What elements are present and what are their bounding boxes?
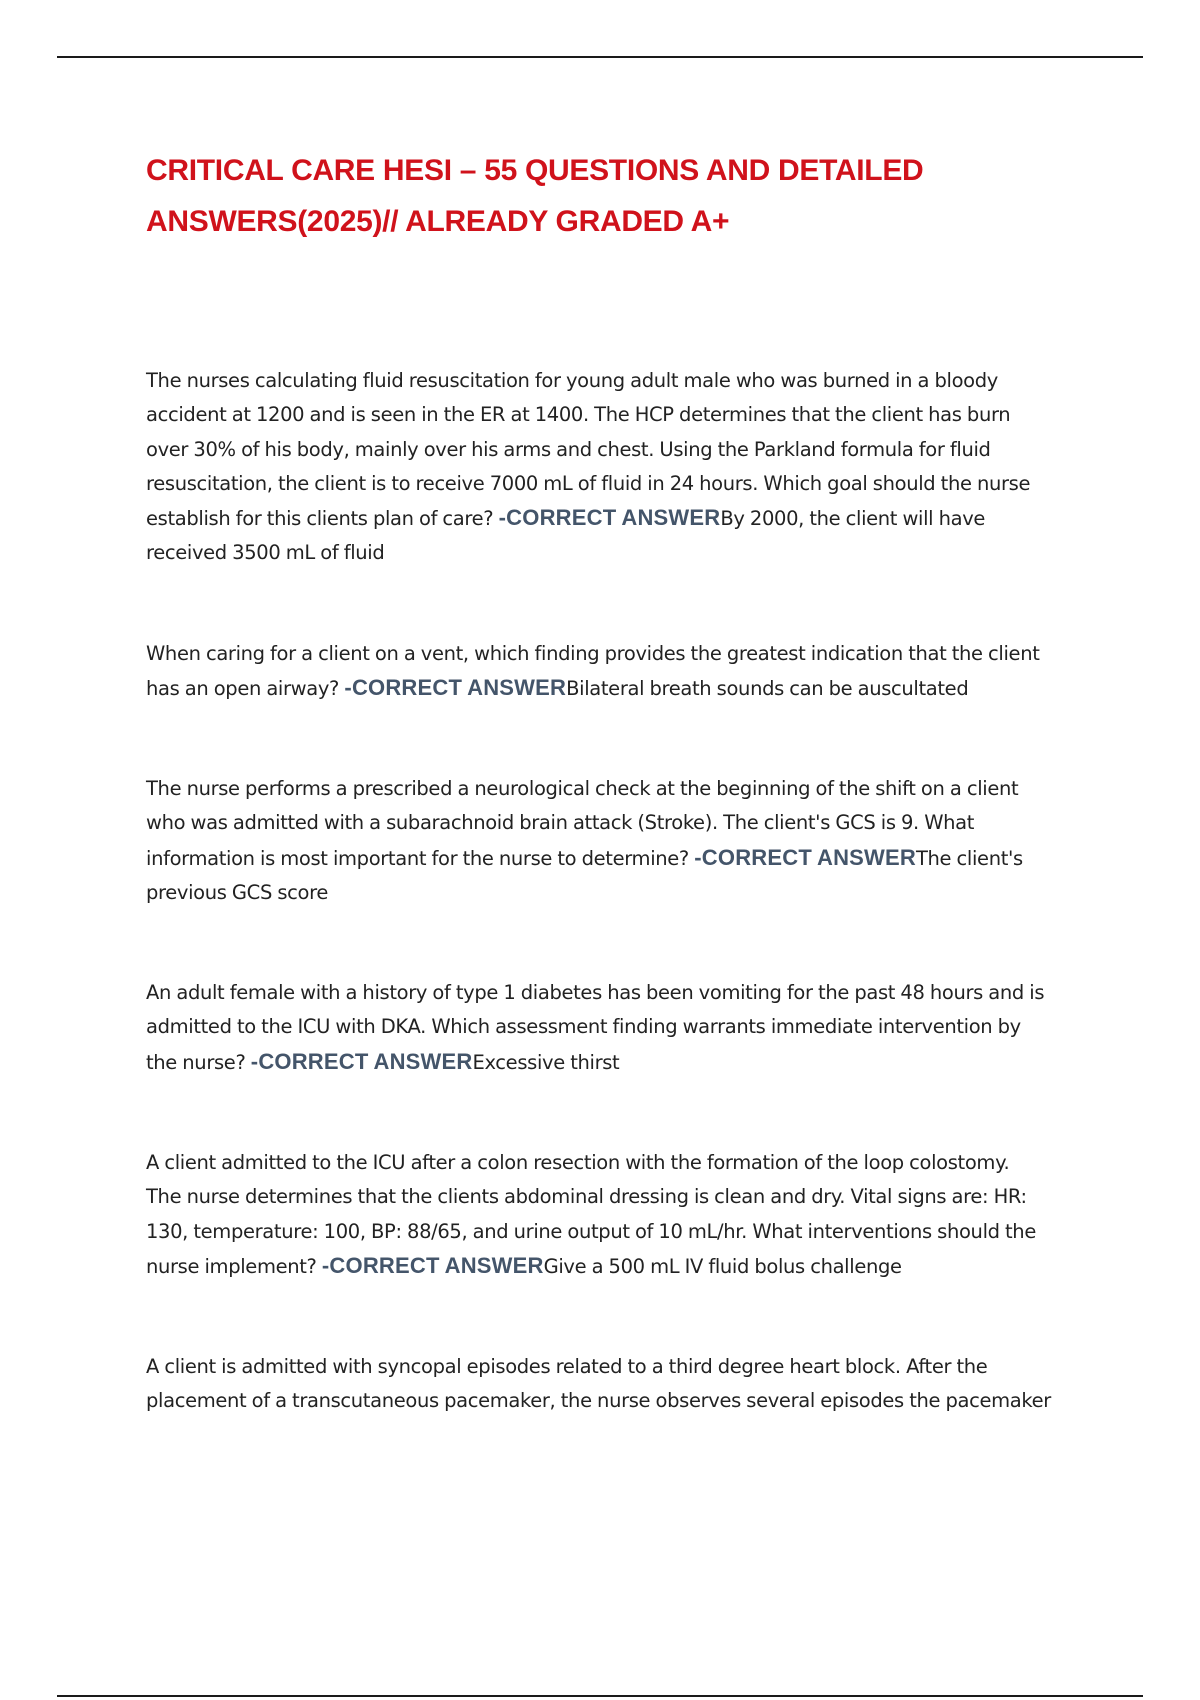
question-line: The nurse performs a prescribed a neurological check at the beginning of the shift on a client: [146, 777, 1019, 800]
correct-answer-label: -CORRECT ANSWER: [344, 675, 567, 701]
question-text: information is most important for the nurse to determine?: [146, 846, 695, 870]
question-answer-line: [146, 1045, 1086, 1080]
question-text: nurse implement?: [146, 1254, 322, 1278]
correct-answer-label: -CORRECT ANSWER: [250, 1048, 473, 1074]
question-line: A client admitted to the ICU after a colon resection with the formation of the loop colostomy.: [146, 1151, 1010, 1174]
qa-item-2: [146, 637, 1086, 707]
title-line-2: ANSWERS(2025)// ALREADY GRADED A+: [146, 205, 730, 238]
question-text: establish for this clients plan of care?: [146, 507, 499, 531]
qa-item-1: [146, 364, 1086, 571]
correct-answer-label: -CORRECT ANSWER: [694, 844, 916, 870]
qa-item-6: [146, 1350, 1086, 1419]
question-line: A client is admitted with syncopal episodes related to a third degree heart block. After the: [146, 1355, 988, 1378]
question-line: 130, temperature: 100, BP: 88/65, and urine output of 10 mL/hr. What interventions should the: [146, 1219, 1036, 1243]
question-line: resuscitation, the client is to receive 7000 mL of fluid in 24 hours. Which goal should the nurse: [146, 471, 1031, 495]
answer-text: Bilateral breath sounds can be auscultated: [566, 677, 969, 701]
qa-item-4: [146, 976, 1086, 1080]
answer-continuation: received 3500 mL of fluid: [146, 541, 385, 565]
question-line: over 30% of his body, mainly over his arms and chest. Using the Parkland formula for fluid: [146, 437, 991, 461]
question-answer-line: [146, 841, 1086, 876]
question-text: the nurse?: [146, 1050, 251, 1074]
top-divider-rule: [57, 56, 1143, 58]
question-line: placement of a transcutaneous pacemaker, the nurse observes several episodes the pacemaker: [146, 1389, 1051, 1413]
question-answer-line: [146, 671, 1086, 706]
question-text: has an open airway?: [146, 677, 345, 701]
question-line: The nurses calculating fluid resuscitation for young adult male who was burned in a bloody: [146, 369, 998, 392]
question-line: An adult female with a history of type 1 diabetes has been vomiting for the past 48 hours and is: [146, 981, 1045, 1004]
answer-text: The client's: [915, 846, 1023, 870]
document-title: [146, 145, 1046, 247]
question-line: admitted to the ICU with DKA. Which assessment finding warrants immediate intervention by: [146, 1015, 1021, 1039]
question-line: The nurse determines that the clients abdominal dressing is clean and dry. Vital signs are: HR:: [146, 1185, 1027, 1209]
question-line: who was admitted with a subarachnoid brain attack (Stroke). The client's GCS is 9. What: [146, 811, 975, 835]
bottom-divider-rule: [57, 1695, 1143, 1697]
answer-text: Excessive thirst: [472, 1050, 620, 1074]
answer-continuation: previous GCS score: [146, 880, 328, 904]
question-answer-line: [146, 1249, 1086, 1284]
qa-item-3: [146, 772, 1086, 910]
correct-answer-label: -CORRECT ANSWER: [321, 1252, 544, 1278]
answer-text: By 2000, the client will have: [720, 507, 986, 531]
question-answer-line: [146, 501, 1086, 536]
title-line-1: CRITICAL CARE HESI – 55 QUESTIONS AND DETAILED: [146, 154, 924, 187]
qa-item-5: [146, 1146, 1086, 1284]
correct-answer-label: -CORRECT ANSWER: [498, 505, 721, 531]
question-line: accident at 1200 and is seen in the ER at 1400. The HCP determines that the client has burn: [146, 403, 1011, 427]
answer-text: Give a 500 mL IV fluid bolus challenge: [543, 1254, 902, 1278]
question-line: When caring for a client on a vent, which finding provides the greatest indication that the client: [146, 642, 1040, 665]
